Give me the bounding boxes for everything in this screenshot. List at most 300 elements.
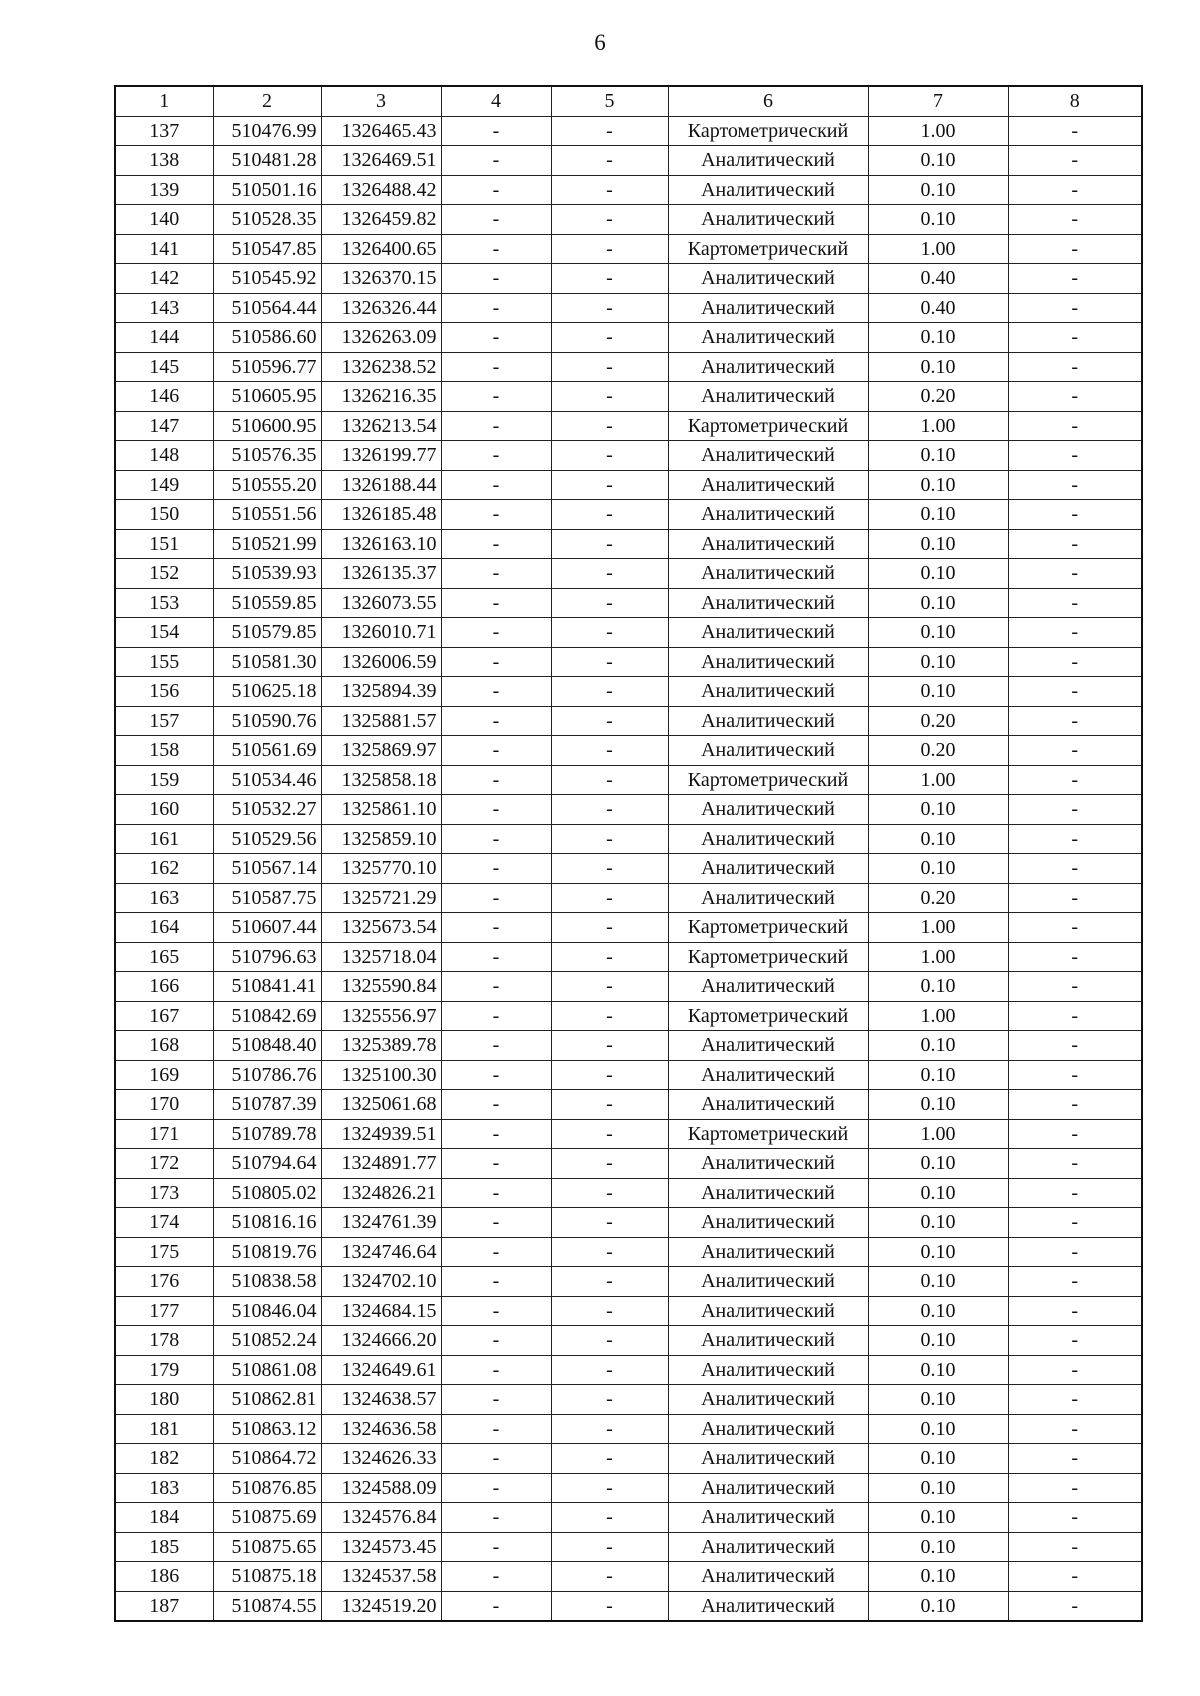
point-number-cell: 167 <box>115 1001 213 1031</box>
col5-cell: - <box>551 795 668 825</box>
col5-cell: - <box>551 1562 668 1592</box>
x-coordinate-cell: 510863.12 <box>213 1414 321 1444</box>
x-coordinate-cell: 510852.24 <box>213 1326 321 1356</box>
col4-cell: - <box>441 1149 551 1179</box>
point-number-cell: 153 <box>115 588 213 618</box>
col8-cell: - <box>1008 1473 1142 1503</box>
col5-cell: - <box>551 913 668 943</box>
x-coordinate-cell: 510559.85 <box>213 588 321 618</box>
col4-cell: - <box>441 942 551 972</box>
col5-cell: - <box>551 1208 668 1238</box>
col5-cell: - <box>551 529 668 559</box>
point-number-cell: 156 <box>115 677 213 707</box>
col8-cell: - <box>1008 1208 1142 1238</box>
method-cell: Аналитический <box>668 824 868 854</box>
column-header: 5 <box>551 86 668 116</box>
col5-cell: - <box>551 618 668 648</box>
x-coordinate-cell: 510864.72 <box>213 1444 321 1474</box>
x-coordinate-cell: 510838.58 <box>213 1267 321 1297</box>
col8-cell: - <box>1008 1414 1142 1444</box>
point-number-cell: 162 <box>115 854 213 884</box>
col8-cell: - <box>1008 765 1142 795</box>
point-number-cell: 158 <box>115 736 213 766</box>
point-number-cell: 177 <box>115 1296 213 1326</box>
x-coordinate-cell: 510794.64 <box>213 1149 321 1179</box>
col8-cell: - <box>1008 441 1142 471</box>
col8-cell: - <box>1008 1385 1142 1415</box>
page-number: 6 <box>594 30 606 55</box>
col8-cell: - <box>1008 116 1142 146</box>
accuracy-cell: 1.00 <box>868 116 1008 146</box>
col5-cell: - <box>551 1149 668 1179</box>
col4-cell: - <box>441 146 551 176</box>
point-number-cell: 180 <box>115 1385 213 1415</box>
y-coordinate-cell: 1326185.48 <box>321 500 441 530</box>
y-coordinate-cell: 1326010.71 <box>321 618 441 648</box>
point-number-cell: 176 <box>115 1267 213 1297</box>
column-header: 4 <box>441 86 551 116</box>
col4-cell: - <box>441 205 551 235</box>
accuracy-cell: 0.10 <box>868 1414 1008 1444</box>
col8-cell: - <box>1008 677 1142 707</box>
y-coordinate-cell: 1326006.59 <box>321 647 441 677</box>
method-cell: Аналитический <box>668 1296 868 1326</box>
accuracy-cell: 0.40 <box>868 264 1008 294</box>
table-row <box>115 736 1142 766</box>
col8-cell: - <box>1008 1149 1142 1179</box>
column-header: 6 <box>668 86 868 116</box>
column-header: 7 <box>868 86 1008 116</box>
x-coordinate-cell: 510789.78 <box>213 1119 321 1149</box>
table-row <box>115 1119 1142 1149</box>
col4-cell: - <box>441 824 551 854</box>
col4-cell: - <box>441 529 551 559</box>
col4-cell: - <box>441 1090 551 1120</box>
method-cell: Аналитический <box>668 1414 868 1444</box>
col4-cell: - <box>441 1444 551 1474</box>
col8-cell: - <box>1008 529 1142 559</box>
accuracy-cell: 0.10 <box>868 500 1008 530</box>
x-coordinate-cell: 510874.55 <box>213 1591 321 1621</box>
point-number-cell: 147 <box>115 411 213 441</box>
col4-cell: - <box>441 1503 551 1533</box>
col5-cell: - <box>551 500 668 530</box>
y-coordinate-cell: 1326400.65 <box>321 234 441 264</box>
col4-cell: - <box>441 913 551 943</box>
y-coordinate-cell: 1325894.39 <box>321 677 441 707</box>
col5-cell: - <box>551 1591 668 1621</box>
col4-cell: - <box>441 1119 551 1149</box>
table-body <box>115 116 1142 1621</box>
method-cell: Аналитический <box>668 677 868 707</box>
y-coordinate-cell: 1324638.57 <box>321 1385 441 1415</box>
col4-cell: - <box>441 175 551 205</box>
accuracy-cell: 1.00 <box>868 765 1008 795</box>
accuracy-cell: 0.10 <box>868 1267 1008 1297</box>
y-coordinate-cell: 1325858.18 <box>321 765 441 795</box>
x-coordinate-cell: 510476.99 <box>213 116 321 146</box>
col4-cell: - <box>441 1178 551 1208</box>
accuracy-cell: 0.10 <box>868 1178 1008 1208</box>
col5-cell: - <box>551 883 668 913</box>
table-row <box>115 146 1142 176</box>
y-coordinate-cell: 1324666.20 <box>321 1326 441 1356</box>
accuracy-cell: 0.10 <box>868 1060 1008 1090</box>
column-header: 1 <box>115 86 213 116</box>
point-number-cell: 166 <box>115 972 213 1002</box>
col8-cell: - <box>1008 854 1142 884</box>
col4-cell: - <box>441 1532 551 1562</box>
accuracy-cell: 0.10 <box>868 323 1008 353</box>
method-cell: Картометрический <box>668 411 868 441</box>
x-coordinate-cell: 510816.16 <box>213 1208 321 1238</box>
col8-cell: - <box>1008 411 1142 441</box>
x-coordinate-cell: 510532.27 <box>213 795 321 825</box>
y-coordinate-cell: 1324649.61 <box>321 1355 441 1385</box>
point-number-cell: 161 <box>115 824 213 854</box>
y-coordinate-cell: 1325770.10 <box>321 854 441 884</box>
method-cell: Аналитический <box>668 1031 868 1061</box>
point-number-cell: 175 <box>115 1237 213 1267</box>
col5-cell: - <box>551 1414 668 1444</box>
table-row <box>115 293 1142 323</box>
y-coordinate-cell: 1324519.20 <box>321 1591 441 1621</box>
y-coordinate-cell: 1325590.84 <box>321 972 441 1002</box>
table-row <box>115 677 1142 707</box>
x-coordinate-cell: 510528.35 <box>213 205 321 235</box>
point-number-cell: 151 <box>115 529 213 559</box>
table-row <box>115 1237 1142 1267</box>
method-cell: Аналитический <box>668 264 868 294</box>
col5-cell: - <box>551 588 668 618</box>
col5-cell: - <box>551 706 668 736</box>
col5-cell: - <box>551 972 668 1002</box>
x-coordinate-cell: 510501.16 <box>213 175 321 205</box>
col8-cell: - <box>1008 1237 1142 1267</box>
y-coordinate-cell: 1326488.42 <box>321 175 441 205</box>
col4-cell: - <box>441 1208 551 1238</box>
accuracy-cell: 1.00 <box>868 913 1008 943</box>
method-cell: Аналитический <box>668 352 868 382</box>
col5-cell: - <box>551 942 668 972</box>
table-row <box>115 1385 1142 1415</box>
table-row <box>115 1562 1142 1592</box>
accuracy-cell: 0.10 <box>868 1532 1008 1562</box>
table-row <box>115 972 1142 1002</box>
x-coordinate-cell: 510579.85 <box>213 618 321 648</box>
table-row <box>115 559 1142 589</box>
table-row <box>115 647 1142 677</box>
x-coordinate-cell: 510841.41 <box>213 972 321 1002</box>
method-cell: Картометрический <box>668 942 868 972</box>
method-cell: Аналитический <box>668 883 868 913</box>
col8-cell: - <box>1008 175 1142 205</box>
col5-cell: - <box>551 293 668 323</box>
y-coordinate-cell: 1326213.54 <box>321 411 441 441</box>
accuracy-cell: 0.10 <box>868 1444 1008 1474</box>
col8-cell: - <box>1008 500 1142 530</box>
table-row <box>115 1444 1142 1474</box>
method-cell: Картометрический <box>668 913 868 943</box>
col8-cell: - <box>1008 205 1142 235</box>
method-cell: Картометрический <box>668 765 868 795</box>
point-number-cell: 139 <box>115 175 213 205</box>
table-row <box>115 1149 1142 1179</box>
y-coordinate-cell: 1325881.57 <box>321 706 441 736</box>
col8-cell: - <box>1008 234 1142 264</box>
method-cell: Аналитический <box>668 1562 868 1592</box>
accuracy-cell: 0.10 <box>868 1031 1008 1061</box>
accuracy-cell: 0.10 <box>868 1591 1008 1621</box>
table-row <box>115 1296 1142 1326</box>
table-row <box>115 1532 1142 1562</box>
y-coordinate-cell: 1325859.10 <box>321 824 441 854</box>
point-number-cell: 186 <box>115 1562 213 1592</box>
y-coordinate-cell: 1324588.09 <box>321 1473 441 1503</box>
method-cell: Аналитический <box>668 205 868 235</box>
x-coordinate-cell: 510576.35 <box>213 441 321 471</box>
x-coordinate-cell: 510521.99 <box>213 529 321 559</box>
col4-cell: - <box>441 706 551 736</box>
x-coordinate-cell: 510555.20 <box>213 470 321 500</box>
y-coordinate-cell: 1326163.10 <box>321 529 441 559</box>
col8-cell: - <box>1008 1532 1142 1562</box>
col4-cell: - <box>441 765 551 795</box>
col5-cell: - <box>551 1444 668 1474</box>
table-row <box>115 234 1142 264</box>
table-row <box>115 382 1142 412</box>
x-coordinate-cell: 510787.39 <box>213 1090 321 1120</box>
table-row <box>115 1414 1142 1444</box>
accuracy-cell: 0.10 <box>868 1326 1008 1356</box>
method-cell: Аналитический <box>668 1149 868 1179</box>
y-coordinate-cell: 1325721.29 <box>321 883 441 913</box>
point-number-cell: 143 <box>115 293 213 323</box>
table-row <box>115 116 1142 146</box>
col4-cell: - <box>441 883 551 913</box>
point-number-cell: 173 <box>115 1178 213 1208</box>
point-number-cell: 154 <box>115 618 213 648</box>
x-coordinate-cell: 510596.77 <box>213 352 321 382</box>
col4-cell: - <box>441 647 551 677</box>
x-coordinate-cell: 510786.76 <box>213 1060 321 1090</box>
point-number-cell: 142 <box>115 264 213 294</box>
col4-cell: - <box>441 411 551 441</box>
method-cell: Аналитический <box>668 500 868 530</box>
x-coordinate-cell: 510587.75 <box>213 883 321 913</box>
method-cell: Аналитический <box>668 1267 868 1297</box>
accuracy-cell: 0.10 <box>868 1503 1008 1533</box>
x-coordinate-cell: 510547.85 <box>213 234 321 264</box>
y-coordinate-cell: 1326326.44 <box>321 293 441 323</box>
point-number-cell: 178 <box>115 1326 213 1356</box>
table-row <box>115 1208 1142 1238</box>
y-coordinate-cell: 1325861.10 <box>321 795 441 825</box>
y-coordinate-cell: 1324576.84 <box>321 1503 441 1533</box>
accuracy-cell: 0.10 <box>868 529 1008 559</box>
method-cell: Аналитический <box>668 647 868 677</box>
table-row <box>115 205 1142 235</box>
col4-cell: - <box>441 854 551 884</box>
col4-cell: - <box>441 382 551 412</box>
y-coordinate-cell: 1324684.15 <box>321 1296 441 1326</box>
col8-cell: - <box>1008 706 1142 736</box>
point-number-cell: 171 <box>115 1119 213 1149</box>
accuracy-cell: 0.10 <box>868 618 1008 648</box>
col4-cell: - <box>441 470 551 500</box>
method-cell: Картометрический <box>668 116 868 146</box>
y-coordinate-cell: 1325556.97 <box>321 1001 441 1031</box>
col5-cell: - <box>551 1532 668 1562</box>
point-number-cell: 145 <box>115 352 213 382</box>
method-cell: Аналитический <box>668 588 868 618</box>
table-row <box>115 500 1142 530</box>
col4-cell: - <box>441 352 551 382</box>
point-number-cell: 164 <box>115 913 213 943</box>
point-number-cell: 179 <box>115 1355 213 1385</box>
method-cell: Аналитический <box>668 146 868 176</box>
x-coordinate-cell: 510529.56 <box>213 824 321 854</box>
col5-cell: - <box>551 323 668 353</box>
col8-cell: - <box>1008 736 1142 766</box>
col8-cell: - <box>1008 1326 1142 1356</box>
accuracy-cell: 0.10 <box>868 1208 1008 1238</box>
accuracy-cell: 0.20 <box>868 883 1008 913</box>
method-cell: Аналитический <box>668 1326 868 1356</box>
col4-cell: - <box>441 1031 551 1061</box>
table-row <box>115 942 1142 972</box>
y-coordinate-cell: 1326469.51 <box>321 146 441 176</box>
col4-cell: - <box>441 1001 551 1031</box>
col4-cell: - <box>441 1296 551 1326</box>
accuracy-cell: 0.20 <box>868 382 1008 412</box>
table-row <box>115 706 1142 736</box>
method-cell: Аналитический <box>668 1532 868 1562</box>
col4-cell: - <box>441 736 551 766</box>
point-number-cell: 157 <box>115 706 213 736</box>
col8-cell: - <box>1008 618 1142 648</box>
col4-cell: - <box>441 500 551 530</box>
accuracy-cell: 1.00 <box>868 411 1008 441</box>
accuracy-cell: 0.10 <box>868 441 1008 471</box>
col5-cell: - <box>551 1178 668 1208</box>
col8-cell: - <box>1008 352 1142 382</box>
col4-cell: - <box>441 559 551 589</box>
point-number-cell: 146 <box>115 382 213 412</box>
accuracy-cell: 0.10 <box>868 205 1008 235</box>
x-coordinate-cell: 510586.60 <box>213 323 321 353</box>
y-coordinate-cell: 1326263.09 <box>321 323 441 353</box>
method-cell: Аналитический <box>668 1178 868 1208</box>
x-coordinate-cell: 510875.65 <box>213 1532 321 1562</box>
col5-cell: - <box>551 1473 668 1503</box>
method-cell: Аналитический <box>668 618 868 648</box>
x-coordinate-cell: 510561.69 <box>213 736 321 766</box>
method-cell: Аналитический <box>668 1090 868 1120</box>
method-cell: Аналитический <box>668 706 868 736</box>
point-number-cell: 184 <box>115 1503 213 1533</box>
x-coordinate-cell: 510842.69 <box>213 1001 321 1031</box>
table-row <box>115 883 1142 913</box>
y-coordinate-cell: 1326073.55 <box>321 588 441 618</box>
x-coordinate-cell: 510805.02 <box>213 1178 321 1208</box>
y-coordinate-cell: 1326238.52 <box>321 352 441 382</box>
x-coordinate-cell: 510625.18 <box>213 677 321 707</box>
col8-cell: - <box>1008 1444 1142 1474</box>
col8-cell: - <box>1008 293 1142 323</box>
table-row <box>115 352 1142 382</box>
x-coordinate-cell: 510481.28 <box>213 146 321 176</box>
table-row <box>115 854 1142 884</box>
x-coordinate-cell: 510607.44 <box>213 913 321 943</box>
col8-cell: - <box>1008 1001 1142 1031</box>
method-cell: Аналитический <box>668 559 868 589</box>
col5-cell: - <box>551 765 668 795</box>
point-number-cell: 148 <box>115 441 213 471</box>
col4-cell: - <box>441 588 551 618</box>
col5-cell: - <box>551 1119 668 1149</box>
col5-cell: - <box>551 1267 668 1297</box>
y-coordinate-cell: 1324636.58 <box>321 1414 441 1444</box>
point-number-cell: 150 <box>115 500 213 530</box>
table-row <box>115 1326 1142 1356</box>
col5-cell: - <box>551 205 668 235</box>
col5-cell: - <box>551 677 668 707</box>
point-number-cell: 137 <box>115 116 213 146</box>
method-cell: Аналитический <box>668 1060 868 1090</box>
y-coordinate-cell: 1324537.58 <box>321 1562 441 1592</box>
col5-cell: - <box>551 824 668 854</box>
column-header: 8 <box>1008 86 1142 116</box>
accuracy-cell: 0.10 <box>868 1090 1008 1120</box>
y-coordinate-cell: 1326216.35 <box>321 382 441 412</box>
col5-cell: - <box>551 1296 668 1326</box>
col5-cell: - <box>551 352 668 382</box>
y-coordinate-cell: 1325100.30 <box>321 1060 441 1090</box>
col8-cell: - <box>1008 647 1142 677</box>
accuracy-cell: 0.10 <box>868 677 1008 707</box>
method-cell: Аналитический <box>668 1385 868 1415</box>
x-coordinate-cell: 510581.30 <box>213 647 321 677</box>
col4-cell: - <box>441 1326 551 1356</box>
point-number-cell: 165 <box>115 942 213 972</box>
method-cell: Аналитический <box>668 529 868 559</box>
point-number-cell: 140 <box>115 205 213 235</box>
table-row <box>115 1090 1142 1120</box>
table-row <box>115 1001 1142 1031</box>
col8-cell: - <box>1008 913 1142 943</box>
col8-cell: - <box>1008 1296 1142 1326</box>
method-cell: Картометрический <box>668 234 868 264</box>
table-row <box>115 765 1142 795</box>
y-coordinate-cell: 1324702.10 <box>321 1267 441 1297</box>
accuracy-cell: 0.10 <box>868 647 1008 677</box>
accuracy-cell: 0.10 <box>868 1237 1008 1267</box>
col5-cell: - <box>551 559 668 589</box>
col8-cell: - <box>1008 470 1142 500</box>
accuracy-cell: 0.20 <box>868 736 1008 766</box>
col5-cell: - <box>551 441 668 471</box>
point-number-cell: 185 <box>115 1532 213 1562</box>
col8-cell: - <box>1008 972 1142 1002</box>
accuracy-cell: 0.10 <box>868 1296 1008 1326</box>
method-cell: Картометрический <box>668 1119 868 1149</box>
accuracy-cell: 0.10 <box>868 175 1008 205</box>
accuracy-cell: 0.10 <box>868 559 1008 589</box>
accuracy-cell: 0.10 <box>868 470 1008 500</box>
y-coordinate-cell: 1324891.77 <box>321 1149 441 1179</box>
col8-cell: - <box>1008 883 1142 913</box>
